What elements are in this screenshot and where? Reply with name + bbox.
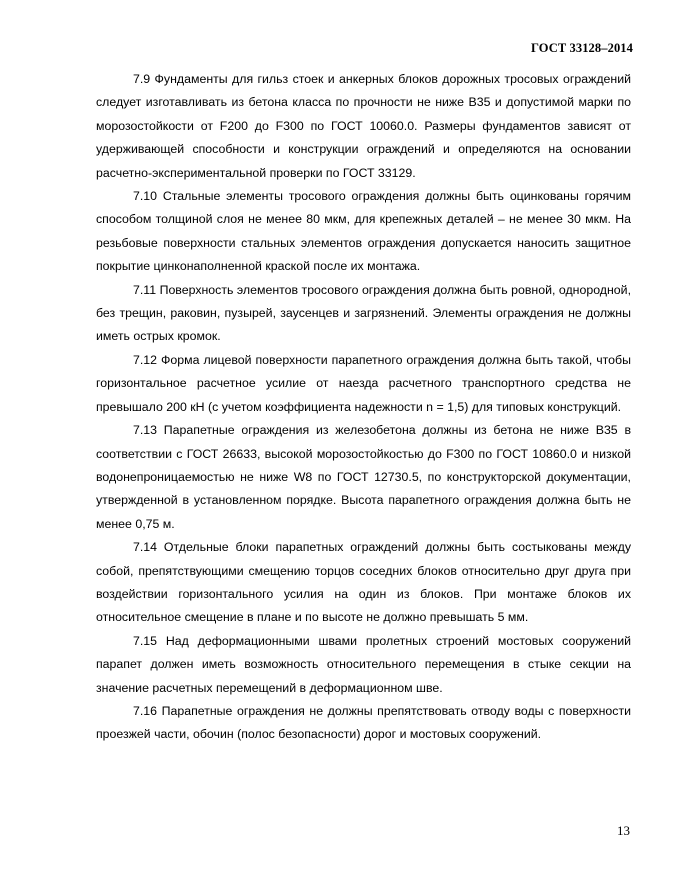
- page-number: 13: [617, 823, 630, 838]
- paragraph-7-11: 7.11 Поверхность элементов тросового ограждения должна быть ровной, однородной, без трещин, раковин, пузырей, заусенцев и загрязнений. Элементы ограждения не должны иметь острых кромок.: [96, 282, 631, 344]
- paragraph-7-13: 7.13 Парапетные ограждения из железобетона должны из бетона не ниже В35 в соответствии с ГОСТ 26633, высокой морозостойкостью до F300 по ГОСТ 10860.0 и низкой водонепроницаемостью не ниже W8 по ГОСТ 12730.5, по конструкторской документации, утвержденной в установленном порядке. Высота парапетного ограждения должна быть не менее 0,75 м.: [96, 423, 631, 531]
- paragraph-7-12: 7.12 Форма лицевой поверхности парапетного ограждения должна быть такой, чтобы горизонтальное расчетное усилие от наезда расчетного транспортного средства не превышало 200 кН (с учетом коэффициента надежности n = 1,5) для типовых конструкций.: [96, 352, 631, 414]
- paragraph-7-9: 7.9 Фундаменты для гильз стоек и анкерных блоков дорожных тросовых ограждений следует изготавливать из бетона класса по прочности не ниже В35 и допустимой марки по морозостойкости от F200 до F300 по ГОСТ 10060.0. Размеры фундаментов зависят от удерживающей способности и конструкции ограждений и определяются на основании расчетно-экспериментальной проверки по ГОСТ 33129.: [96, 72, 631, 180]
- paragraph-7-16: 7.16 Парапетные ограждения не должны препятствовать отводу воды с поверхности проезжей части, обочин (полос безопасности) дорог и мостовых сооружений.: [96, 703, 631, 742]
- document-body: [96, 68, 631, 747]
- paragraph-7-10: 7.10 Стальные элементы тросового ограждения должны быть оцинкованы горячим способом толщиной слоя не менее 80 мкм, для крепежных деталей – не менее 30 мкм. На резьбовые поверхности стальных элементов ограждения допускается наносить защитное покрытие цинконаполненной краской после их монтажа.: [96, 189, 631, 274]
- paragraph-7-14: 7.14 Отдельные блоки парапетных ограждений должны быть состыкованы между собой, препятствующими смещению торцов соседних блоков относительно друг друга при воздействии горизонтального усилия на один из блоков. При монтаже блоков их относительное смещение в плане и по высоте не должно превышать 5 мм.: [96, 540, 631, 625]
- document-code-header: ГОСТ 33128–2014: [530, 41, 633, 55]
- paragraph-7-15: 7.15 Над деформационными швами пролетных строений мостовых сооружений парапет должен иметь возможность относительного перемещения в стыке секции на значение расчетных перемещений в деформационном шве.: [96, 633, 631, 695]
